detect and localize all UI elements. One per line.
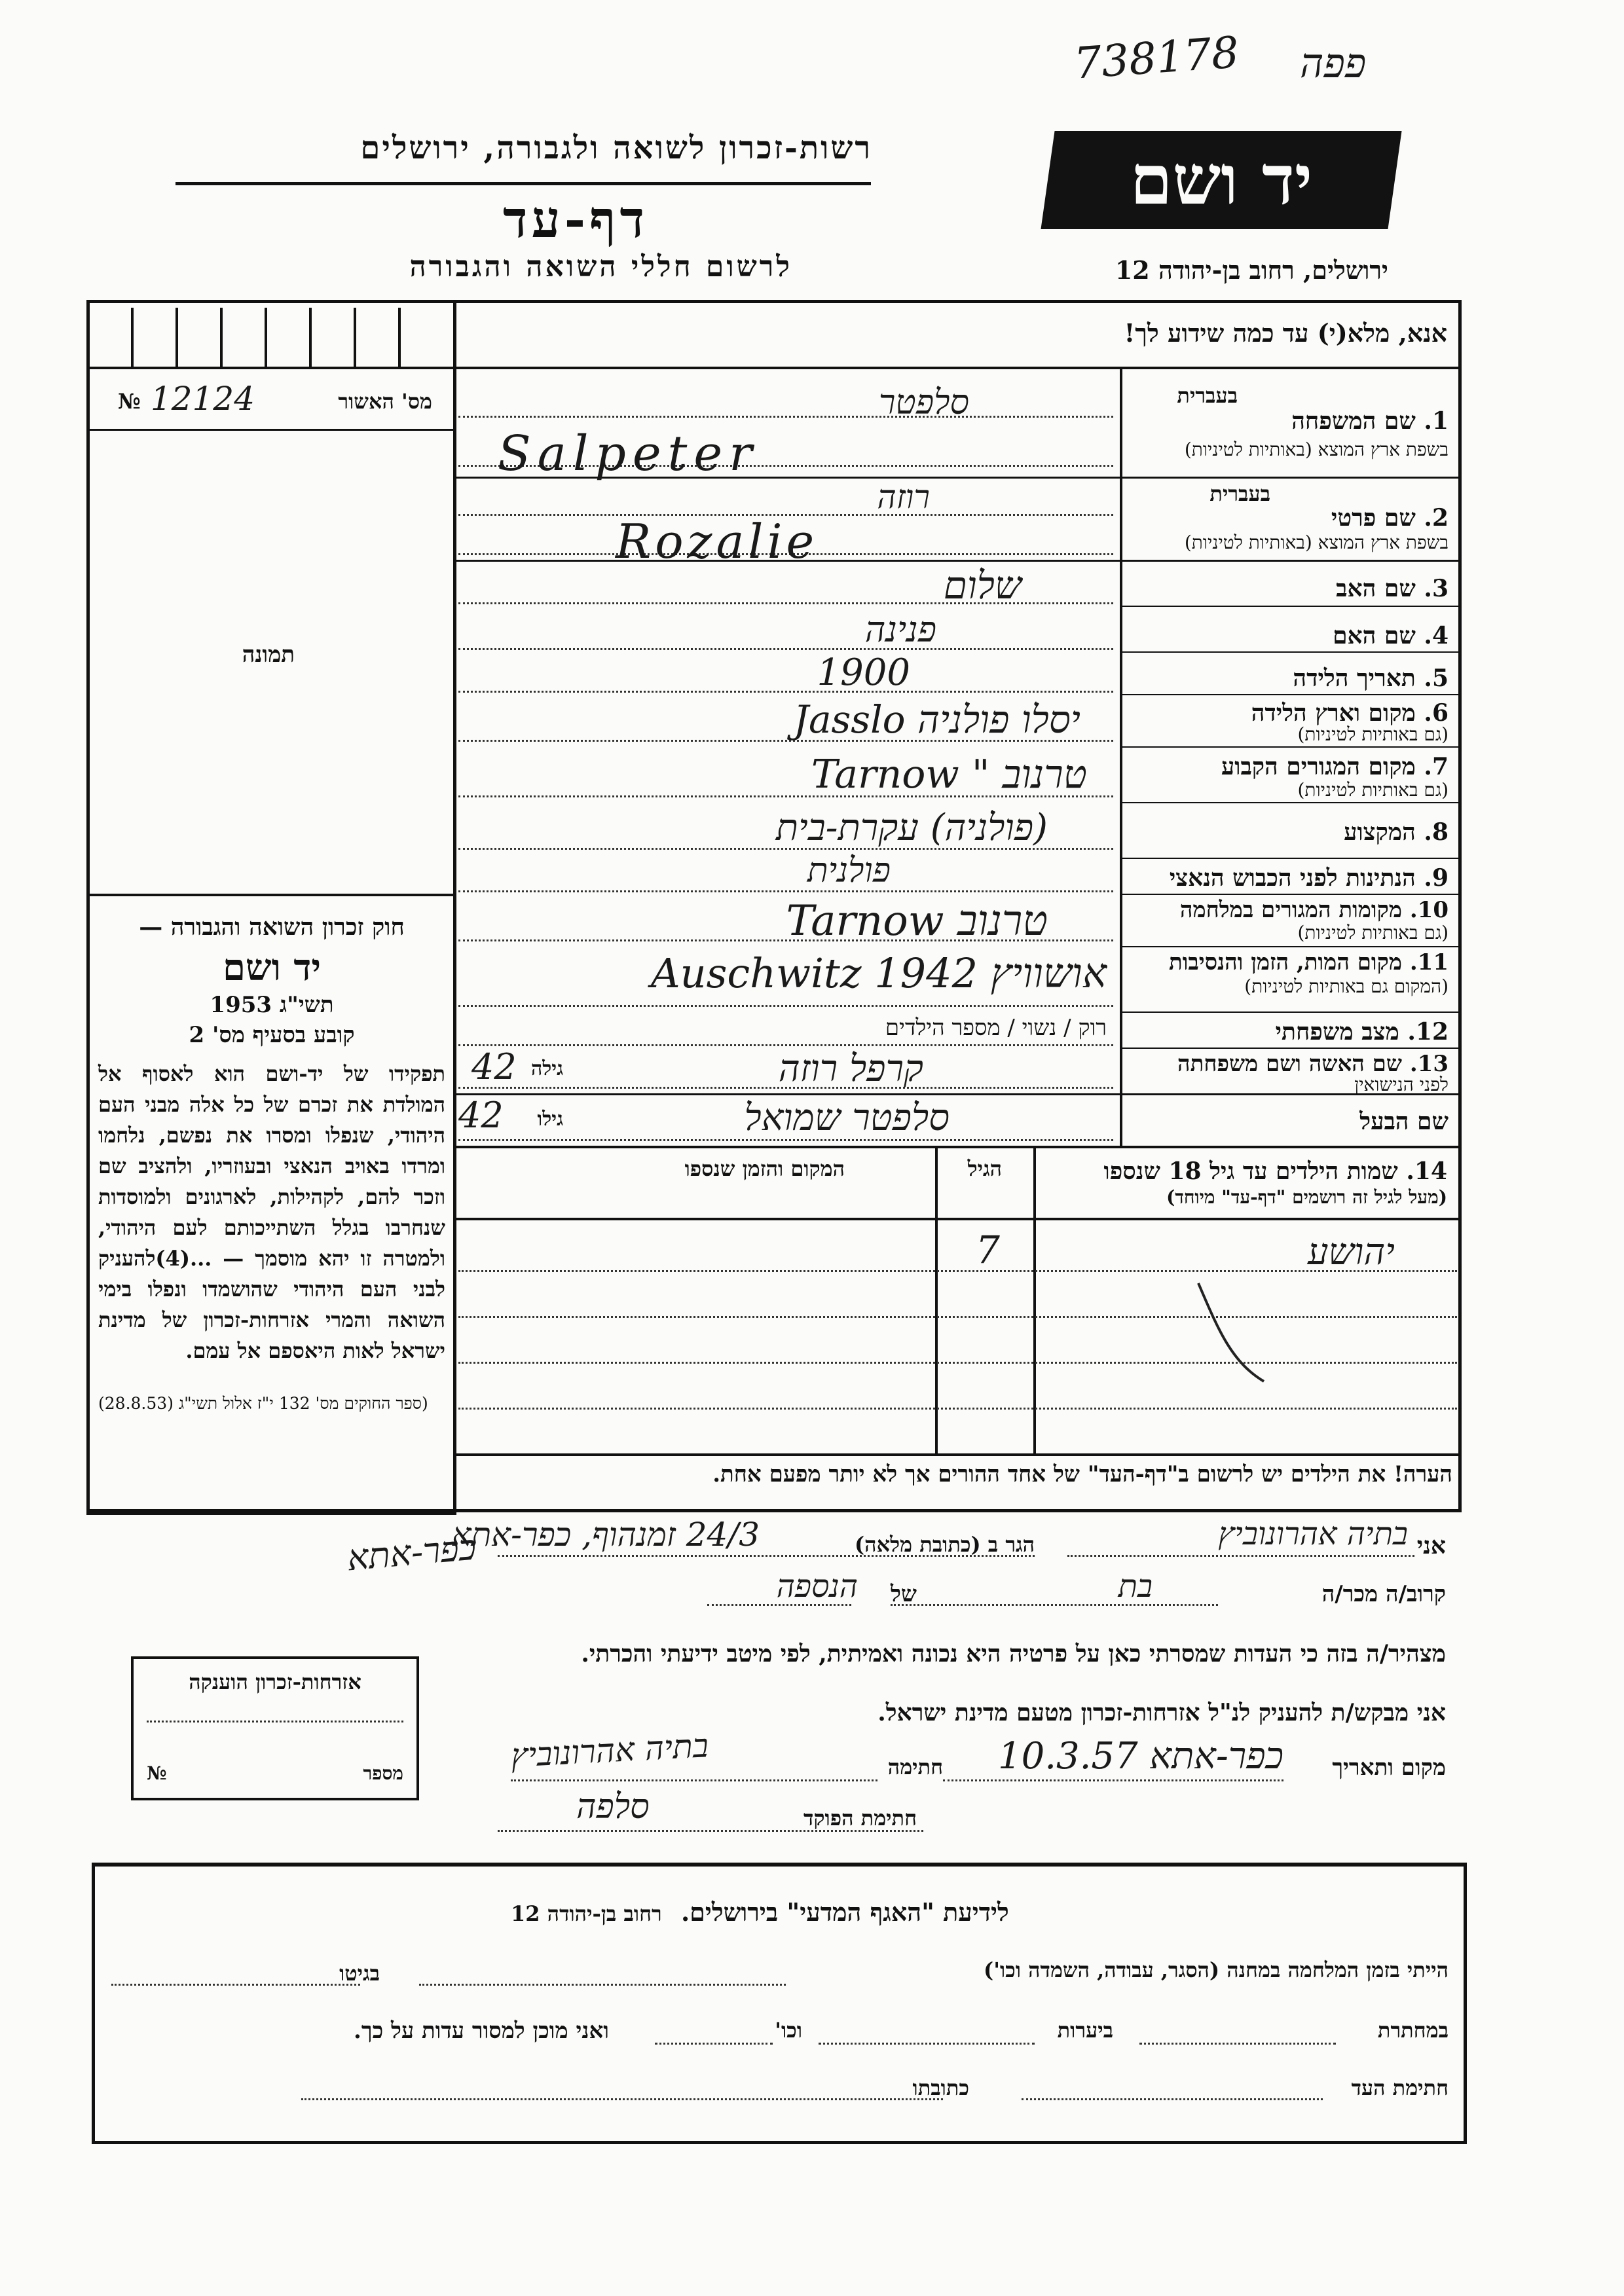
field-13-age-label: גילה: [530, 1057, 563, 1080]
law-name: יד ושם: [222, 946, 322, 989]
child-1-age[interactable]: 7: [976, 1228, 1000, 1272]
law-year: תשי"ג 1953: [210, 992, 334, 1018]
field-1-latin-value[interactable]: Salpeter: [498, 426, 759, 482]
field-2-number: 2.: [1424, 504, 1449, 532]
info-underground: במחתרת: [1377, 2018, 1449, 2043]
approval-label: מס' האשור: [338, 389, 432, 414]
info-ready: ואני מוכן למסור עדות על כך.: [354, 2018, 609, 2044]
field-3-label: [1336, 575, 1449, 602]
info-title: [511, 1897, 1009, 1927]
field-11-value[interactable]: אושוויץ 1942 Auschwitz: [650, 949, 1107, 997]
form-subtitle: לרשום חללי השואה והגבורה: [409, 250, 792, 283]
citizenship-no-prefix: №: [147, 1762, 167, 1784]
declarant-label: אני: [1416, 1532, 1446, 1559]
logo-text: יד ושם: [1130, 139, 1313, 220]
info-witness-signature: חתימת העד: [1351, 2075, 1449, 2100]
officer-signature: סלפה: [576, 1787, 650, 1827]
husband-age-value[interactable]: 42: [458, 1095, 504, 1136]
field-3-value[interactable]: שלום: [943, 563, 1022, 608]
field-6-number: 6.: [1424, 699, 1449, 727]
field-11-sub: (המקום גם באותיות לטיניות): [1244, 975, 1449, 997]
field-10-label: [1180, 897, 1449, 923]
field-7-label: [1221, 753, 1449, 780]
field-1-sub: בשפת ארץ המוצא (באותיות לטיניות): [1184, 439, 1449, 460]
info-line1: הייתי בזמן המלחמה במחנה (הסגר, עבודה, השמדה וכו'): [984, 1958, 1449, 1982]
place-date-value[interactable]: כפר-אתא 10.3.57: [997, 1735, 1283, 1777]
info-address: רחוב בן-יהודה 12: [511, 1901, 662, 1926]
info-ghetto: בגיטו: [339, 1961, 380, 1986]
field-1-title: שם המשפחה: [1291, 407, 1416, 435]
declarant-address[interactable]: 24/3 זמנהוף, כפר-אתא: [451, 1516, 760, 1554]
citizenship-number-label: מספר: [363, 1762, 403, 1784]
authority-line: רשות-זכרון לשואה ולגבורה, ירושלים: [360, 130, 872, 166]
header-address: ירושלים, רחוב בן-יהודה 12: [1115, 255, 1388, 285]
field-11-label: [1169, 949, 1449, 975]
field-13-sub: לפני הנישואין: [1354, 1074, 1449, 1095]
of-value[interactable]: הנספה: [776, 1568, 858, 1605]
declarant-name[interactable]: בתיה אהרונוביץ: [1218, 1516, 1408, 1552]
place-date-label: מקום ותאריך: [1332, 1755, 1446, 1781]
remark: הערה! את הילדים יש לרשום ב"דף-העד" של אחד ההורים אך לא יותר מפעם אחת.: [712, 1461, 1452, 1487]
field-2-hebrew-value[interactable]: רוזה: [877, 478, 930, 516]
child-1-name[interactable]: יהושע: [1307, 1231, 1395, 1273]
field-13-label: [1177, 1051, 1449, 1077]
form-title: דף-עד: [503, 190, 648, 249]
relative-value[interactable]: בת: [1118, 1568, 1153, 1605]
children-col-age: הגיל: [967, 1156, 1002, 1181]
field-12-options: רוק / נשוי / מספר הילדים: [885, 1015, 1107, 1041]
field-13-age-value[interactable]: 42: [471, 1046, 517, 1087]
field-9-label: [1170, 864, 1449, 892]
field-7-value[interactable]: טרנוב " Tarnow: [811, 752, 1087, 797]
info-title-text: לידיעת "האגף המדעי" בירושלים.: [680, 1897, 1009, 1927]
field-2-aside: בעברית: [1209, 481, 1270, 506]
field-7-title: מקום המגורים הקבוע: [1221, 753, 1416, 780]
field-8-number: 8.: [1424, 818, 1449, 846]
husband-age-label: גילו: [537, 1108, 563, 1131]
archive-number: 738178: [1072, 27, 1241, 89]
field-2-label: [1331, 504, 1449, 532]
field-9-title: הנתינות לפני הכבוש הנאצי: [1169, 864, 1416, 892]
approval-value: 12124: [151, 380, 255, 418]
law-clause: קובע בסעיף מס' 2: [189, 1022, 355, 1048]
field-10-title: מקומות המגורים במלחמה: [1179, 897, 1402, 923]
field-6-value[interactable]: יסלו פולניה Jasslo: [793, 697, 1080, 742]
field-3-number: 3.: [1424, 575, 1449, 602]
husband-value[interactable]: סלפטר שמואל: [744, 1097, 950, 1139]
field-4-value[interactable]: פנינה: [864, 609, 936, 650]
field-8-value[interactable]: (פולניה) עקרת-בית: [775, 807, 1048, 849]
field-10-value[interactable]: טרנוב Tarnow: [786, 897, 1048, 945]
children-number: 14.: [1406, 1157, 1447, 1185]
margin-handwritten-note: כפר-אתא: [345, 1526, 478, 1579]
field-13-value[interactable]: קרפל רוזה: [778, 1048, 923, 1090]
field-5-value[interactable]: 1900: [817, 651, 910, 694]
declaration: מצהיר/ה בזה כי העדות שמסרתי כאן על פרטיה היא נכונה ואמיתית, לפי מיטב ידיעתי והכרתי.: [581, 1640, 1446, 1667]
field-8-title: המקצוע: [1344, 818, 1416, 846]
children-title: [1104, 1157, 1448, 1185]
law-body: תפקידו של יד-ושם הוא לאסוף אל המולדת את זכרם של כל אלה מבני העם היהודי, שנפלו ומסרו את נפשם, נלחמו ומרדו באויב הנאצי ובעוזריו, ולהציב שם וזכר להם, לקהילות, לארגונים ולמוסדות שנחרבו בגלל השתייכותם לעם היהודי, ולמטרה זו יהא מוסמך — ...(4)להעניק לבני העם היהודי שהושמדו ונפלו בימי השואה והמרי אזרחות-זכרון של מדינת ישראל לאות היאספם אל עמם.: [98, 1061, 445, 1363]
field-12-label: [1276, 1018, 1449, 1046]
field-13-number: 13.: [1409, 1051, 1449, 1077]
field-5-title: תאריך הלידה: [1293, 665, 1416, 692]
field-6-title: מקום וארץ הלידה: [1251, 699, 1416, 727]
field-4-label: [1333, 622, 1449, 649]
info-etc: וכו': [775, 2018, 802, 2043]
field-12-title: מצב משפחתי: [1275, 1018, 1399, 1046]
photo-label: תמונה: [242, 642, 295, 668]
officer-label: חתימת הפוקד: [803, 1806, 917, 1831]
field-5-label: [1293, 665, 1449, 692]
field-8-label: [1344, 818, 1449, 846]
field-10-number: 10.: [1409, 897, 1449, 923]
law-box: [98, 913, 445, 1415]
info-forests: ביערות: [1057, 2018, 1113, 2043]
field-11-title: מקום המות, הזמן והנסיבות: [1168, 949, 1402, 975]
approval-prefix: №: [118, 389, 141, 414]
field-1-aside: בעברית: [1177, 383, 1238, 408]
field-2-title: שם פרטי: [1331, 504, 1416, 532]
children-title-text: שמות הילדים עד גיל 18 שנספו: [1103, 1157, 1398, 1185]
field-13-title: שם האשה ושם משפחתה: [1177, 1051, 1402, 1077]
signature-scribble: בתיה אהרונוביץ: [509, 1726, 710, 1775]
children-col-place: המקום והזמן שנספו: [684, 1156, 845, 1181]
citizenship-title: אזרחות-זכרון הוענקה: [189, 1669, 361, 1694]
declarant-address-label: הגר ב (כתובת מלאה): [855, 1532, 1035, 1557]
approval-number-field[interactable]: [111, 380, 439, 419]
field-2-sub: בשפת ארץ המוצא (באותיות לטיניות): [1184, 532, 1449, 553]
handwritten-stroke: [1192, 1270, 1270, 1388]
field-5-number: 5.: [1424, 665, 1449, 692]
field-4-title: שם האם: [1333, 622, 1416, 649]
field-1-label: [1291, 407, 1449, 435]
info-witness-address: כתובתו: [912, 2075, 969, 2100]
children-note: (מעל לגיל זה רושמים "דף-עד" מיוחד): [1166, 1186, 1447, 1208]
signature-label: חתימה: [887, 1755, 943, 1779]
field-10-sub: (גם באותיות לטיניות): [1297, 922, 1449, 943]
field-7-number: 7.: [1424, 753, 1449, 780]
of-label: של: [891, 1581, 917, 1607]
field-1-number: 1.: [1424, 407, 1449, 435]
husband-label: שם הבעל: [1359, 1108, 1449, 1135]
field-2-latin-value[interactable]: Rozalie: [616, 514, 819, 569]
field-9-number: 9.: [1424, 864, 1449, 892]
law-source: (ספר החוקים מס' 132 י"ז אלול תשי"ג (28.8.53): [98, 1394, 428, 1413]
field-9-value[interactable]: פולנית: [807, 851, 891, 890]
law-title: חוק זכרון השואה והגבורה —: [139, 913, 405, 941]
field-6-sub: (גם באותיות לטיניות): [1297, 723, 1449, 745]
intro-text: אנא, מלא(י) עד כמה שידוע לך!: [1124, 318, 1447, 348]
handwritten-initials: פפה: [1300, 39, 1367, 87]
field-1-hebrew-value[interactable]: סלפטר: [878, 383, 969, 422]
field-11-number: 11.: [1409, 949, 1449, 975]
field-7-sub: (גם באותיות לטיניות): [1297, 779, 1449, 801]
request: אני מבקש/ת להעניק לנ"ל אזרחות-זכרון מטעם מדינת ישראל.: [877, 1699, 1446, 1726]
field-4-number: 4.: [1424, 622, 1449, 649]
yad-vashem-logo: [1041, 131, 1401, 229]
field-12-number: 12.: [1407, 1018, 1449, 1046]
field-6-label: [1251, 699, 1449, 727]
field-3-title: שם האב: [1336, 575, 1416, 602]
relative-label: קרוב/ה מכר/ה: [1321, 1581, 1446, 1607]
citizenship-box: [131, 1656, 419, 1800]
